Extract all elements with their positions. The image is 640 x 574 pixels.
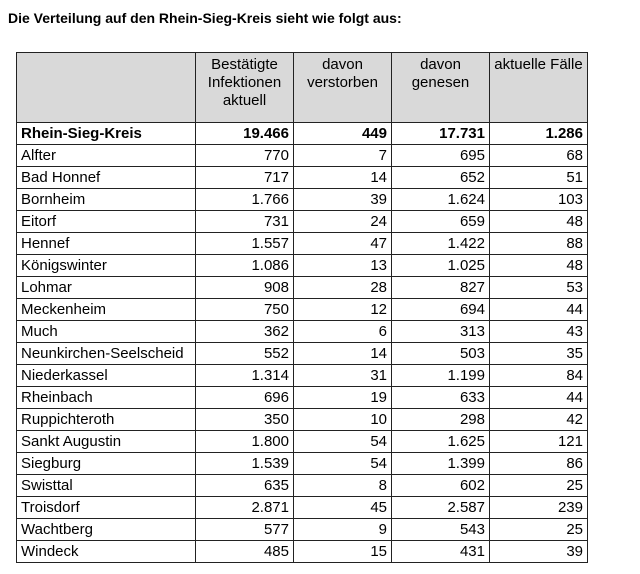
active-cell: 44	[490, 387, 588, 409]
confirmed-cell: 362	[196, 321, 294, 343]
municipality-cell: Hennef	[17, 233, 196, 255]
header-active-cases: aktuelle Fälle	[490, 53, 588, 123]
deceased-cell: 14	[294, 167, 392, 189]
table-row	[17, 475, 588, 497]
page-title: Die Verteilung auf den Rhein-Sieg-Kreis sieht wie folgt aus:	[8, 10, 402, 26]
active-cell: 44	[490, 299, 588, 321]
recovered-cell: 1.399	[392, 453, 490, 475]
recovered-cell: 633	[392, 387, 490, 409]
confirmed-cell: 350	[196, 409, 294, 431]
recovered-cell: 431	[392, 541, 490, 563]
confirmed-cell: 635	[196, 475, 294, 497]
deceased-cell: 12	[294, 299, 392, 321]
confirmed-cell: 1.086	[196, 255, 294, 277]
table-header-row	[17, 53, 588, 123]
active-cell: 48	[490, 211, 588, 233]
confirmed-cell: 696	[196, 387, 294, 409]
confirmed-cell: 908	[196, 277, 294, 299]
confirmed-cell: 1.314	[196, 365, 294, 387]
municipality-cell: Alfter	[17, 145, 196, 167]
recovered-cell: 298	[392, 409, 490, 431]
header-municipality	[17, 53, 196, 123]
total-recovered-cell: 17.731	[392, 123, 490, 145]
active-cell: 84	[490, 365, 588, 387]
table-row	[17, 189, 588, 211]
recovered-cell: 1.025	[392, 255, 490, 277]
recovered-cell: 694	[392, 299, 490, 321]
table-row	[17, 233, 588, 255]
deceased-cell: 45	[294, 497, 392, 519]
active-cell: 121	[490, 431, 588, 453]
confirmed-cell: 485	[196, 541, 294, 563]
deceased-cell: 54	[294, 431, 392, 453]
table-row	[17, 431, 588, 453]
municipality-cell: Neunkirchen-Seelscheid	[17, 343, 196, 365]
recovered-cell: 1.199	[392, 365, 490, 387]
table-row	[17, 255, 588, 277]
table-row	[17, 343, 588, 365]
active-cell: 68	[490, 145, 588, 167]
table-row	[17, 321, 588, 343]
confirmed-cell: 1.557	[196, 233, 294, 255]
confirmed-cell: 770	[196, 145, 294, 167]
confirmed-cell: 1.800	[196, 431, 294, 453]
recovered-cell: 659	[392, 211, 490, 233]
municipality-cell: Rheinbach	[17, 387, 196, 409]
confirmed-cell: 731	[196, 211, 294, 233]
recovered-cell: 652	[392, 167, 490, 189]
active-cell: 48	[490, 255, 588, 277]
confirmed-cell: 1.539	[196, 453, 294, 475]
municipality-cell: Meckenheim	[17, 299, 196, 321]
confirmed-cell: 2.871	[196, 497, 294, 519]
recovered-cell: 1.624	[392, 189, 490, 211]
deceased-cell: 15	[294, 541, 392, 563]
active-cell: 51	[490, 167, 588, 189]
active-cell: 42	[490, 409, 588, 431]
recovered-cell: 543	[392, 519, 490, 541]
total-deceased-cell: 449	[294, 123, 392, 145]
active-cell: 86	[490, 453, 588, 475]
table-total-row	[17, 123, 588, 145]
deceased-cell: 14	[294, 343, 392, 365]
confirmed-cell: 577	[196, 519, 294, 541]
table-row	[17, 145, 588, 167]
recovered-cell: 695	[392, 145, 490, 167]
municipality-cell: Eitorf	[17, 211, 196, 233]
municipality-cell: Ruppichteroth	[17, 409, 196, 431]
recovered-cell: 313	[392, 321, 490, 343]
total-active-cell: 1.286	[490, 123, 588, 145]
municipality-cell: Much	[17, 321, 196, 343]
municipality-cell: Bad Honnef	[17, 167, 196, 189]
active-cell: 39	[490, 541, 588, 563]
municipality-cell: Troisdorf	[17, 497, 196, 519]
deceased-cell: 39	[294, 189, 392, 211]
deceased-cell: 47	[294, 233, 392, 255]
municipality-cell: Swisttal	[17, 475, 196, 497]
table-row	[17, 167, 588, 189]
deceased-cell: 6	[294, 321, 392, 343]
deceased-cell: 10	[294, 409, 392, 431]
municipality-cell: Windeck	[17, 541, 196, 563]
active-cell: 25	[490, 519, 588, 541]
confirmed-cell: 717	[196, 167, 294, 189]
header-confirmed-infections: Bestätigte Infektionen aktuell	[196, 53, 294, 123]
recovered-cell: 503	[392, 343, 490, 365]
covid-cases-table	[16, 52, 588, 563]
active-cell: 239	[490, 497, 588, 519]
municipality-cell: Niederkassel	[17, 365, 196, 387]
confirmed-cell: 1.766	[196, 189, 294, 211]
recovered-cell: 602	[392, 475, 490, 497]
recovered-cell: 2.587	[392, 497, 490, 519]
deceased-cell: 28	[294, 277, 392, 299]
municipality-cell: Königswinter	[17, 255, 196, 277]
municipality-cell: Sankt Augustin	[17, 431, 196, 453]
table-row	[17, 277, 588, 299]
table-row	[17, 409, 588, 431]
municipality-cell: Lohmar	[17, 277, 196, 299]
table-row	[17, 519, 588, 541]
deceased-cell: 54	[294, 453, 392, 475]
recovered-cell: 1.625	[392, 431, 490, 453]
table-row	[17, 387, 588, 409]
active-cell: 35	[490, 343, 588, 365]
recovered-cell: 1.422	[392, 233, 490, 255]
deceased-cell: 31	[294, 365, 392, 387]
table-row	[17, 365, 588, 387]
table-row	[17, 211, 588, 233]
municipality-cell: Wachtberg	[17, 519, 196, 541]
deceased-cell: 19	[294, 387, 392, 409]
active-cell: 88	[490, 233, 588, 255]
deceased-cell: 9	[294, 519, 392, 541]
municipality-cell: Bornheim	[17, 189, 196, 211]
deceased-cell: 7	[294, 145, 392, 167]
confirmed-cell: 552	[196, 343, 294, 365]
table-row	[17, 453, 588, 475]
active-cell: 103	[490, 189, 588, 211]
recovered-cell: 827	[392, 277, 490, 299]
deceased-cell: 8	[294, 475, 392, 497]
confirmed-cell: 750	[196, 299, 294, 321]
active-cell: 43	[490, 321, 588, 343]
deceased-cell: 24	[294, 211, 392, 233]
active-cell: 53	[490, 277, 588, 299]
deceased-cell: 13	[294, 255, 392, 277]
total-name-cell: Rhein-Sieg-Kreis	[17, 123, 196, 145]
municipality-cell: Siegburg	[17, 453, 196, 475]
header-deceased: davon verstorben	[294, 53, 392, 123]
table-row	[17, 299, 588, 321]
active-cell: 25	[490, 475, 588, 497]
total-confirmed-cell: 19.466	[196, 123, 294, 145]
table-row	[17, 497, 588, 519]
table-row	[17, 541, 588, 563]
header-recovered: davon genesen	[392, 53, 490, 123]
